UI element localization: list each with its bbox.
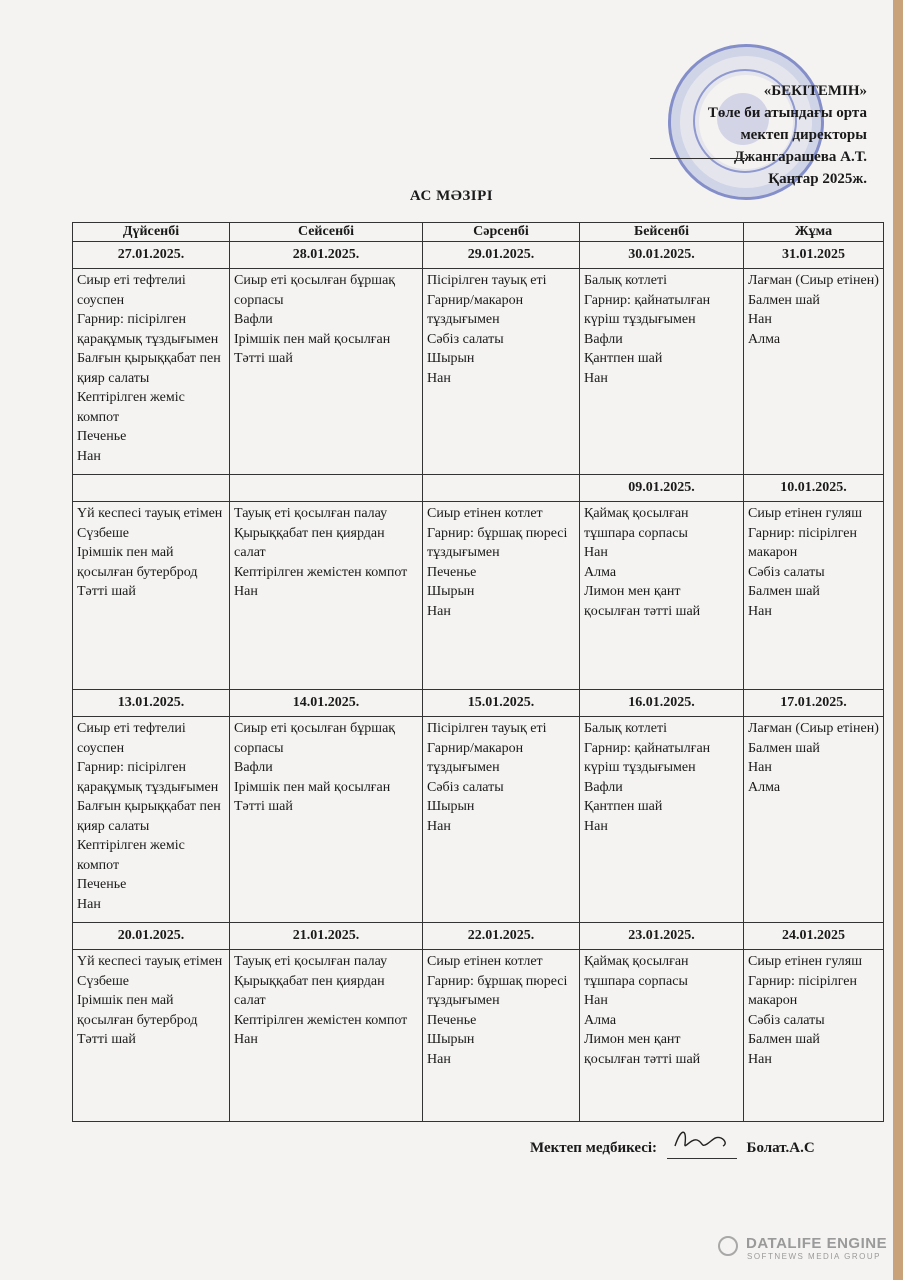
meal-cell (580, 502, 744, 690)
weekday-header: Жұма (744, 223, 884, 242)
meal-item: Тауық еті қосылған палау (234, 506, 388, 521)
meal-item: Нан (234, 584, 258, 599)
meal-item: Пісірілген тауық еті (427, 273, 547, 288)
date-cell: 13.01.2025. (73, 690, 230, 717)
meal-item: Балғын қырыққабат пен қияр салаты (77, 799, 221, 834)
meal-cell (580, 269, 744, 475)
date-cell: 16.01.2025. (580, 690, 744, 717)
meal-item: Нан (77, 896, 101, 912)
meal-cell (423, 269, 580, 475)
meal-item: Сиыр етінен гуляш (748, 954, 862, 969)
nurse-signature-block (530, 1138, 815, 1159)
meal-item: Балық котлеті (584, 273, 667, 288)
meal-item: Тәтті шай (234, 351, 293, 366)
date-cell: 17.01.2025. (744, 690, 884, 717)
meal-item: Қантпен шай (584, 799, 663, 814)
meal-item: Балмен шай (748, 584, 820, 599)
meal-item: Нан (748, 603, 772, 619)
date-cell: 22.01.2025. (423, 923, 580, 950)
meal-item: Алма (748, 331, 781, 347)
meal-item: Кептірілген жеміс компот (77, 390, 185, 425)
weekday-header: Сейсенбі (230, 223, 423, 242)
meal-item: Вафли (234, 312, 273, 327)
meal-item: Балық котлеті (584, 721, 667, 736)
meal-item: Нан (584, 370, 608, 386)
meal-item: Кептірілген жеміс компот (77, 838, 185, 873)
meal-item: Ірімшік пен май қосылған бутерброд (77, 545, 198, 580)
date-cell: 10.01.2025. (744, 475, 884, 502)
meal-cell (230, 717, 423, 923)
meal-item: Нан (584, 545, 608, 560)
meal-item: Нан (584, 818, 608, 834)
watermark-logo-icon (718, 1236, 738, 1256)
date-cell (230, 475, 423, 502)
meal-item: Шырын (427, 799, 475, 814)
menu-table (72, 222, 884, 1122)
meal-item: Балмен шай (748, 1032, 820, 1047)
date-cell: 27.01.2025. (73, 242, 230, 269)
meal-item: Тәтті шай (234, 799, 293, 814)
meal-item: Нан (748, 760, 772, 775)
meal-item: Нан (77, 448, 101, 464)
meal-item: Сиыр етінен котлет (427, 954, 543, 969)
meal-row (73, 950, 884, 1122)
weekday-header: Сәрсенбі (423, 223, 580, 242)
meal-cell (744, 950, 884, 1122)
date-cell: 24.01.2025 (744, 923, 884, 950)
menu-body (73, 242, 884, 1122)
date-row (73, 690, 884, 717)
meal-item: Сиыр етінен котлет (427, 506, 543, 521)
meal-item: Алма (748, 779, 781, 795)
meal-item: Лимон мен қант қосылған тәтті шай (584, 1032, 701, 1067)
date-row (73, 475, 884, 502)
meal-item: Вафли (584, 331, 623, 347)
meal-item: Сиыр еті тефтелиі соуспен (77, 273, 186, 308)
meal-cell (230, 269, 423, 475)
weekday-header: Дүйсенбі (73, 223, 230, 242)
meal-item: Балмен шай (748, 740, 820, 756)
meal-item: Печенье (77, 877, 127, 892)
date-cell: 23.01.2025. (580, 923, 744, 950)
meal-item: Шырын (427, 351, 475, 366)
meal-item: Үй кеспесі тауық етімен (77, 954, 223, 969)
meal-item: Гарнир: пісірілген макарон (748, 525, 857, 560)
date-cell: 30.01.2025. (580, 242, 744, 269)
meal-item: Үй кеспесі тауық етімен (77, 506, 223, 521)
meal-item: Сиыр етінен гуляш (748, 506, 862, 521)
meal-item: Лағман (Сиыр етінен) (748, 721, 879, 736)
meal-item: Ірімшік пен май қосылған бутерброд (77, 993, 198, 1028)
meal-item: Қырыққабат пен қиярдан салат (234, 525, 385, 560)
meal-item: Сүзбеше (77, 973, 130, 989)
signature-scribble (671, 1124, 731, 1154)
date-cell: 20.01.2025. (73, 923, 230, 950)
meal-item: Гарнир: қайнатылған күріш тұздығымен (584, 292, 711, 327)
meal-item: Шырын (427, 584, 475, 599)
approval-line-4: Джангарашева А.Т. (733, 149, 867, 165)
meal-cell (744, 269, 884, 475)
date-cell: 31.01.2025 (744, 242, 884, 269)
meal-item: Ірімшік пен май қосылған (234, 331, 391, 347)
date-row (73, 242, 884, 269)
date-cell (423, 475, 580, 502)
meal-item: Балмен шай (748, 292, 820, 308)
meal-item: Нан (427, 370, 451, 386)
meal-cell (423, 502, 580, 690)
meal-item: Ірімшік пен май қосылған (234, 779, 391, 795)
meal-cell (230, 950, 423, 1122)
meal-item: Сиыр еті тефтелиі соуспен (77, 721, 186, 756)
meal-cell (73, 269, 230, 475)
meal-item: Вафли (584, 779, 623, 795)
meal-cell (423, 950, 580, 1122)
date-row (73, 923, 884, 950)
meal-item: Сүзбеше (77, 525, 130, 541)
date-cell: 09.01.2025. (580, 475, 744, 502)
meal-item: Тәтті шай (77, 1032, 136, 1047)
meal-item: Сәбіз салаты (427, 331, 504, 347)
meal-item: Гарнир: қайнатылған күріш тұздығымен (584, 740, 711, 775)
meal-item: Нан (427, 818, 451, 834)
meal-item: Печенье (427, 1012, 477, 1028)
meal-item: Пісірілген тауық еті (427, 721, 547, 736)
date-cell: 28.01.2025. (230, 242, 423, 269)
meal-item: Гарнир: бұршақ пюресі тұздығымен (427, 525, 568, 560)
meal-item: Нан (427, 1051, 451, 1067)
approval-block (655, 80, 867, 190)
nurse-label: Мектеп медбикесі: (530, 1139, 658, 1156)
meal-item: Печенье (427, 564, 477, 580)
meal-item: Нан (427, 603, 451, 619)
meal-item: Гарнир: бұршақ пюресі тұздығымен (427, 973, 568, 1008)
meal-cell (580, 950, 744, 1122)
menu-table-wrapper (72, 222, 890, 1122)
date-cell: 14.01.2025. (230, 690, 423, 717)
meal-row (73, 269, 884, 475)
meal-item: Қантпен шай (584, 351, 663, 366)
meal-item: Нан (584, 993, 608, 1008)
meal-item: Қырыққабат пен қиярдан салат (234, 973, 385, 1008)
meal-item: Сиыр еті қосылған бұршақ сорпасы (234, 273, 396, 308)
meal-cell (580, 717, 744, 923)
meal-cell (744, 502, 884, 690)
meal-item: Лағман (Сиыр етінен) (748, 273, 879, 288)
meal-item: Гарнир: пісірілген макарон (748, 973, 857, 1008)
meal-item: Алма (584, 564, 617, 580)
meal-cell (744, 717, 884, 923)
meal-row (73, 717, 884, 923)
meal-item: Сәбіз салаты (427, 779, 504, 795)
meal-cell (230, 502, 423, 690)
meal-item: Кептірілген жемістен компот (234, 564, 408, 580)
meal-item: Кептірілген жемістен компот (234, 1012, 408, 1028)
meal-item: Лимон мен қант қосылған тәтті шай (584, 584, 701, 619)
meal-item: Вафли (234, 760, 273, 775)
approval-line-3: мектеп директоры (740, 127, 867, 143)
director-signature-line (650, 158, 745, 159)
weekday-header: Бейсенбі (580, 223, 744, 242)
meal-item: Гарнир/макарон тұздығымен (427, 292, 524, 327)
meal-item: Тауық еті қосылған палау (234, 954, 388, 969)
meal-item: Қаймақ қосылған тұшпара сорпасы (584, 506, 689, 541)
meal-cell (73, 717, 230, 923)
date-cell (73, 475, 230, 502)
meal-item: Алма (584, 1012, 617, 1028)
meal-item: Гарнир/макарон тұздығымен (427, 740, 524, 775)
nurse-name: Болат.А.С (746, 1139, 815, 1156)
approval-line-5: Қаңтар 2025ж. (768, 171, 867, 187)
meal-item: Сиыр еті қосылған бұршақ сорпасы (234, 721, 396, 756)
meal-item: Тәтті шай (77, 584, 136, 599)
date-cell: 29.01.2025. (423, 242, 580, 269)
meal-item: Нан (748, 312, 772, 327)
approval-line-1: «БЕКІТЕМІН» (763, 83, 867, 99)
meal-item: Нан (748, 1051, 772, 1067)
meal-row (73, 502, 884, 690)
meal-item: Нан (234, 1032, 258, 1047)
meal-cell (73, 502, 230, 690)
meal-item: Сәбіз салаты (748, 564, 825, 580)
approval-line-2: Төле би атындағы орта (707, 105, 867, 121)
meal-item: Гарнир: пісірілген қарақұмық тұздығымен (77, 760, 219, 795)
weekday-header-row (73, 223, 884, 242)
meal-item: Қаймақ қосылған тұшпара сорпасы (584, 954, 689, 989)
meal-item: Шырын (427, 1032, 475, 1047)
meal-item: Печенье (77, 429, 127, 444)
meal-item: Сәбіз салаты (748, 1012, 825, 1028)
date-cell: 21.01.2025. (230, 923, 423, 950)
meal-cell (423, 717, 580, 923)
meal-item: Балғын қырыққабат пен қияр салаты (77, 351, 221, 386)
watermark-sub: SOFTNEWS MEDIA GROUP (747, 1252, 882, 1261)
meal-cell (73, 950, 230, 1122)
nurse-signature (667, 1138, 737, 1159)
watermark-brand: DATALIFE ENGINE (746, 1235, 888, 1252)
page-title: АС МӘЗІРІ (409, 188, 494, 204)
date-cell: 15.01.2025. (423, 690, 580, 717)
meal-item: Гарнир: пісірілген қарақұмық тұздығымен (77, 312, 219, 347)
